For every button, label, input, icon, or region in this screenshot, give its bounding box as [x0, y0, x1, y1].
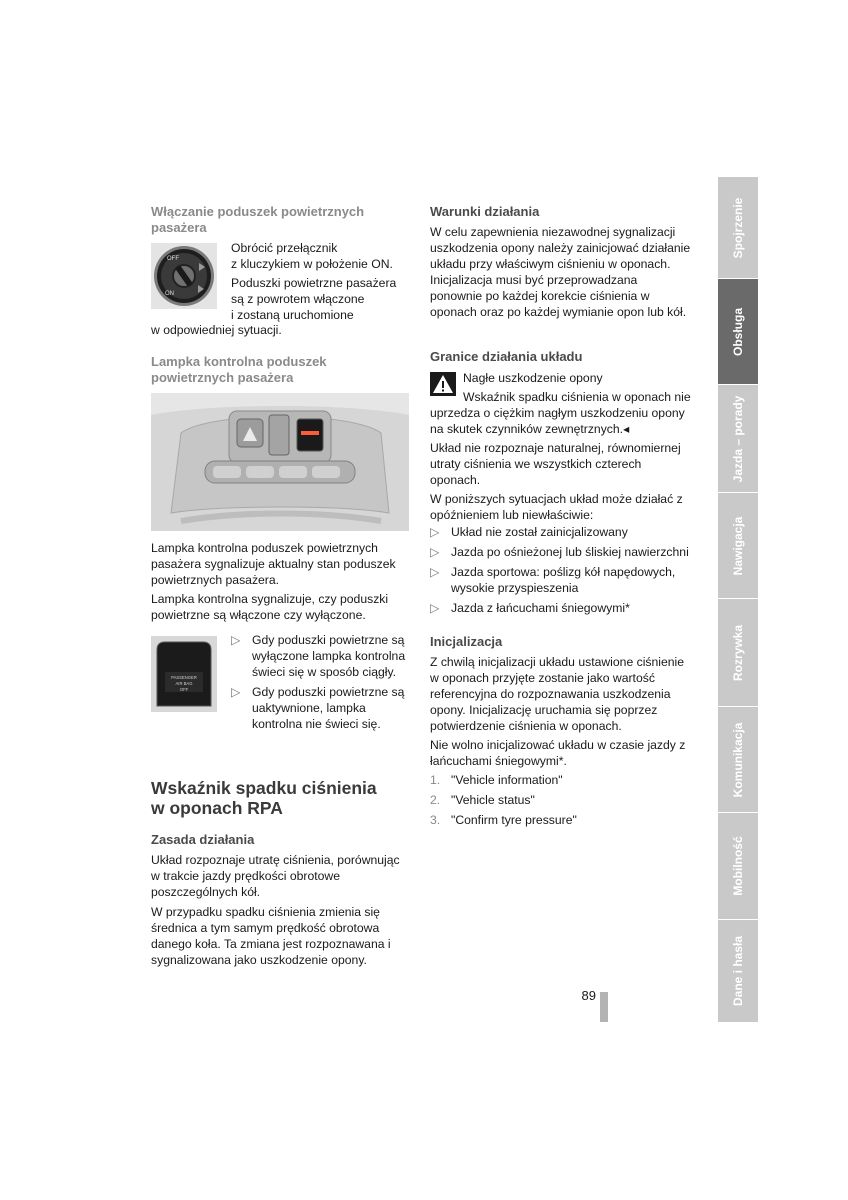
list-item: ▷ Gdy poduszki powietrzne są uaktywnione, lampka kontrolna nie świeci się.	[231, 685, 405, 731]
passenger-airbag-off-indicator-photo	[151, 636, 217, 712]
warning-text: Wskaźnik spadku ciśnienia w oponach nie uprzedza o ciężkim nagłym uszkodzeniu opony na skutek czynników zewnętrznych.◂	[430, 390, 691, 436]
tab-komunikacja[interactable]: Komunikacja	[718, 707, 758, 813]
end-mark: ◂	[623, 422, 630, 436]
text-line: w odpowiedniej sytuacji.	[151, 323, 282, 337]
limits-bullet-list	[430, 524, 692, 616]
limits-paragraph-1: Układ nie rozpoznaje naturalnej, równomiernej utraty ciśnienia we wszystkich czterech oponach.	[430, 441, 681, 487]
lamp-paragraph-1: Lampka kontrolna poduszek powietrznych pasażera sygnalizuje aktualny stan poduszek powietrznych pasażera.	[151, 541, 396, 587]
lamp-paragraph-2: Lampka kontrolna sygnalizuje, czy poduszki powietrzne są włączone czy wyłączone.	[151, 592, 389, 622]
warning-title: Nagłe uszkodzenie opony	[463, 371, 603, 385]
bullet-marker: ▷	[231, 633, 241, 647]
airbag-key-switch-photo	[151, 243, 217, 309]
init-heading: Inicjalizacja	[430, 634, 503, 649]
bullet-marker: ▷	[430, 565, 440, 579]
conditions-paragraph: W celu zapewnienia niezawodnej sygnalizacji uszkodzenia opony należy zainicjować działanie układu przy właściwym ciśnieniu w oponach. Inicjalizacja musi być przeprowadzana ponownie po każdej korekcie ciśnienia w oponach oraz po każdej wymianie opon lub kół.	[430, 225, 691, 319]
knob-off-label: OFF	[167, 256, 179, 262]
list-item: ▷ Gdy poduszki powietrzne są wyłączone lampka kontrolna świeci się w sposób ciągły.	[231, 633, 406, 679]
rpa-subheading: Zasada działania	[151, 832, 255, 847]
list-item: 2. "Vehicle status"	[430, 793, 535, 807]
init-paragraph-1: Z chwilą inicjalizacji układu ustawione ciśnienie w oponach przyjęte zostanie jako wartość referencyjna do rozpoznawania uszkodzenia opony. Inicjalizację uruchamia się poprzez potwierdzenie ciśnienia w oponach.	[430, 655, 685, 733]
init-paragraph-2: Nie wolno inicjalizować układu w czasie jazdy z łańcuchami śniegowymi*.	[430, 738, 686, 768]
limits-heading: Granice działania układu	[430, 349, 583, 364]
list-item: ▷ Układ nie został zainicjalizowany	[430, 525, 628, 539]
list-item: 1. "Vehicle information"	[430, 773, 563, 787]
text-line: Poduszki powietrzne pasażera	[231, 276, 397, 290]
list-item: ▷ Jazda sportowa: poślizg kół napędowych, wysokie przyspieszenia	[430, 565, 676, 595]
page-number: 89	[581, 988, 596, 1003]
text-line: są z powrotem włączone	[231, 292, 365, 306]
lamp-bullet-list	[231, 632, 409, 732]
init-steps-list	[430, 772, 692, 828]
rpa-paragraph-2: W przypadku spadku ciśnienia zmienia się średnica a tym samym prędkość obrotowa danego koła. Ta zmiana jest rozpoznawana i sygnalizowana jako uszkodzenie opony.	[151, 905, 391, 967]
tab-dane-i-hasla[interactable]: Dane i hasła	[718, 920, 758, 1023]
limits-paragraph-2: W poniższych sytuacjach układ może działać z opóźnieniem lub niewłaściwie:	[430, 492, 683, 522]
conditions-heading: Warunki działania	[430, 204, 540, 219]
text-line: i zostaną uruchomione	[231, 308, 354, 322]
svg-text:OFF: OFF	[179, 687, 189, 692]
list-item: ▷ Jazda z łańcuchami śniegowymi*	[430, 601, 630, 615]
text-line: z kluczykiem w położenie ON.	[231, 257, 393, 271]
tab-nawigacja[interactable]: Nawigacja	[718, 493, 758, 599]
overhead-console-photo	[151, 393, 409, 531]
rpa-title: Wskaźnik spadku ciśnienia w oponach RPA	[151, 778, 377, 818]
knob-on-label: ON	[165, 291, 174, 297]
rpa-paragraph-1: Układ rozpoznaje utratę ciśnienia, porównując w trakcie jazdy prędkości obrotowe poszczególnych kół.	[151, 853, 400, 899]
airbag-switch-text	[231, 240, 409, 323]
tab-jazda-porady[interactable]: Jazda – porady	[718, 385, 758, 493]
lamp-heading: Lampka kontrolna poduszek powietrznych pasażera	[151, 354, 327, 385]
svg-text:AIR BAG: AIR BAG	[175, 681, 193, 686]
list-item: ▷ Jazda po ośnieżonej lub śliskiej nawierzchni	[430, 545, 689, 559]
bullet-marker: ▷	[231, 685, 241, 699]
bullet-marker: ▷	[430, 601, 440, 615]
page-marker-bar	[600, 992, 608, 1022]
tab-rozrywka[interactable]: Rozrywka	[718, 599, 758, 707]
tab-obsluga[interactable]: Obsługa	[718, 279, 758, 385]
list-item: 3. "Confirm tyre pressure"	[430, 813, 577, 827]
svg-text:PASSENGER: PASSENGER	[171, 675, 197, 680]
tab-spojrzenie[interactable]: Spojrzenie	[718, 177, 758, 279]
bullet-marker: ▷	[430, 525, 440, 539]
airbag-switch-heading: Włączanie poduszek powietrznych pasażera	[151, 204, 365, 235]
tab-mobilnosc[interactable]: Mobilność	[718, 813, 758, 920]
text-line: Obrócić przełącznik	[231, 241, 338, 255]
bullet-marker: ▷	[430, 545, 440, 559]
